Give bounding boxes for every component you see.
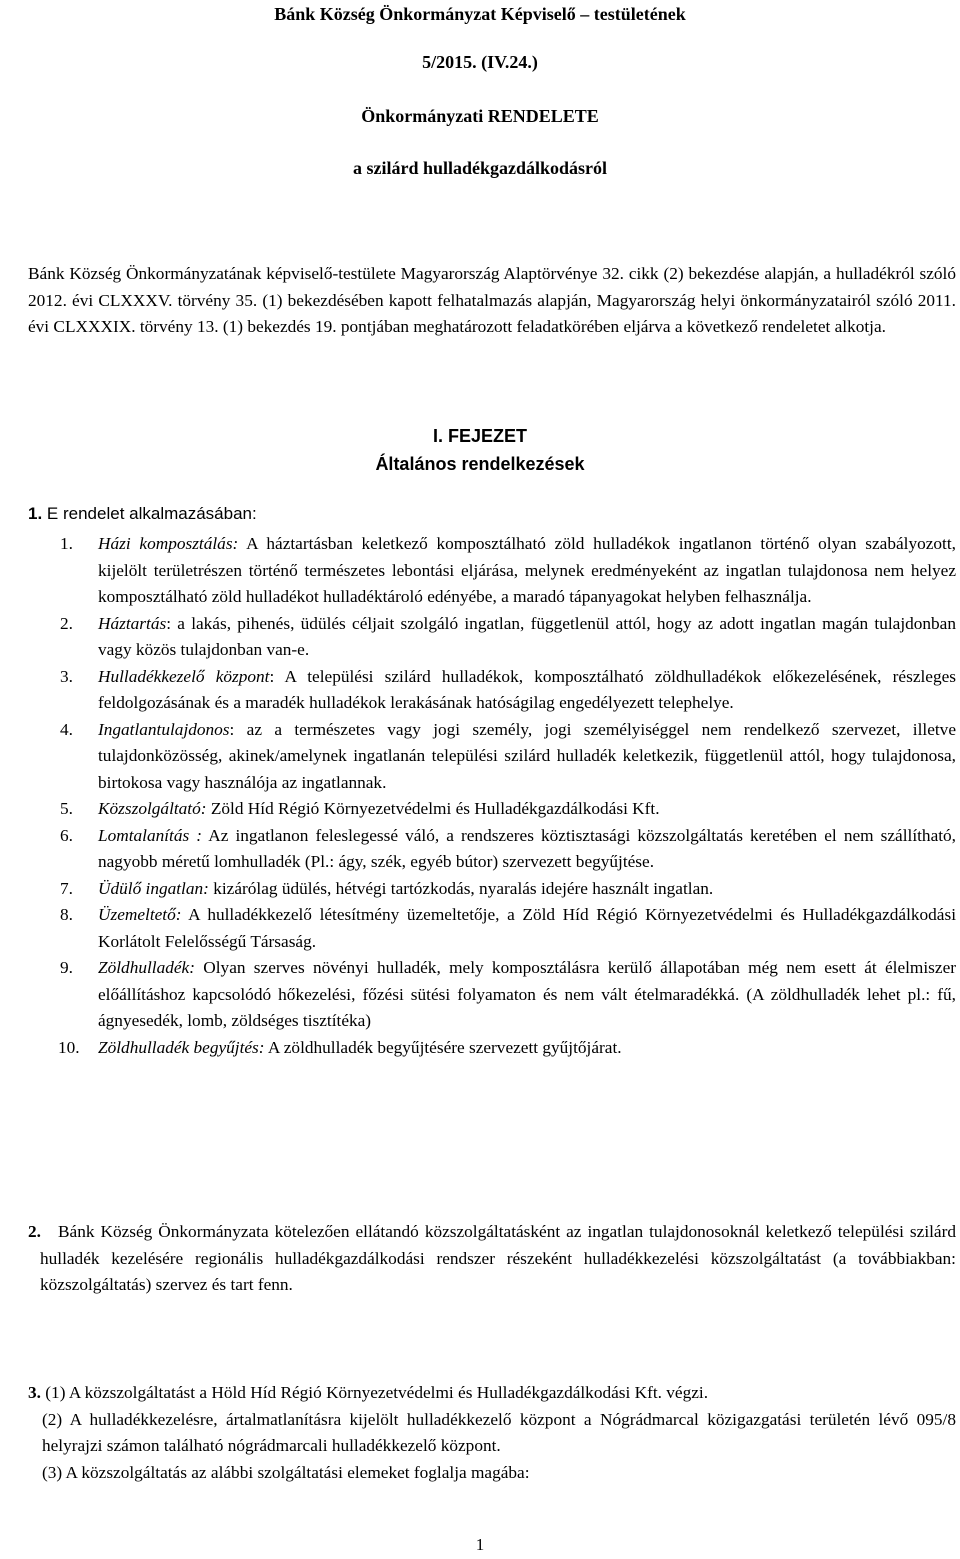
definition-number: 5.	[60, 799, 73, 818]
definition-number: 4.	[60, 719, 73, 739]
definition-term: Üzemeltető:	[98, 905, 182, 924]
decree-subject: a szilárd hulladékgazdálkodásról	[352, 158, 608, 178]
definition-item	[28, 876, 956, 903]
definition-text: Zöld Híd Régió Környezetvédelmi és Hulladékgazdálkodási Kft.	[206, 799, 660, 818]
section-3-paragraph-3: (3) A közszolgáltatás az alábbi szolgáltatási elemeket foglalja magába:	[42, 1462, 530, 1482]
definition-text: Olyan szerves növényi hulladék, mely komposztálásra kerülő állapotában még nem esett át élelmiszer előállításhoz kapcsolódó hőkezelési, főzési sütési folyamaton és nem vált ételmaradékká. (A zöldhulladék lehet pl.: fű, ágnyesedék, lomb, zöldséges tisztítéka)	[98, 958, 956, 1030]
definition-item	[28, 796, 956, 823]
decree-type: Önkormányzati RENDELETE	[361, 106, 599, 126]
definition-item	[28, 717, 956, 797]
section-3-paragraph-2: (2) A hulladékkezelésre, ártalmatlanításra kijelölt hulladékkezelő központ a Nógrádmarcal közigazgatási területén lévő 095/8 helyrajzi számon található nógrádmarcali hulladékkezelő központ.	[42, 1409, 956, 1455]
definition-term: Üdülő ingatlan:	[98, 878, 209, 898]
definition-number: 2.	[60, 613, 73, 633]
decree-number: 5/2015. (IV.24.)	[422, 52, 538, 72]
definition-item	[28, 664, 956, 717]
section-1-heading	[28, 501, 257, 528]
definition-text: : a lakás, pihenés, üdülés céljait szolgáló ingatlan, függetlenül attól, hogy az adott ingatlan magán tulajdonban vagy közös tulajdonban van-e.	[98, 613, 956, 659]
definition-term: Háztartás	[98, 613, 167, 633]
definition-text: kizárólag üdülés, hétvégi tartózkodás, nyaralás idejére használt ingatlan.	[208, 878, 714, 898]
definition-item	[28, 823, 956, 876]
section-3-paragraph-1: (1) A közszolgáltatást a Höld Híd Régió Környezetvédelmi és Hulladékgazdálkodási Kft. végzi.	[45, 1383, 709, 1402]
definition-term: Lomtalanítás :	[98, 825, 203, 845]
section-1-number: 1.	[28, 504, 43, 523]
section-1-intro: E rendelet alkalmazásában:	[46, 504, 257, 523]
definition-term: Házi komposztálás:	[98, 534, 239, 553]
definition-number: 9.	[60, 958, 73, 977]
definition-item	[28, 531, 956, 611]
definition-number: 6.	[60, 825, 73, 845]
definition-number: 7.	[60, 878, 73, 898]
definition-text: A zöldhulladék begyűjtésére szervezett gyűjtőjárat.	[264, 1037, 622, 1057]
section-2-number: 2.	[28, 1222, 41, 1241]
definition-number: 1.	[60, 534, 73, 553]
definition-term: Közszolgáltató:	[98, 799, 207, 818]
page-number: 1	[475, 1535, 485, 1554]
definition-number: 10.	[58, 1037, 80, 1057]
section-2	[28, 1219, 956, 1299]
section-2-text: Bánk Község Önkormányzata kötelezően ellátandó közszolgáltatásként az ingatlan tulajdonosoknál keletkező települési szilárd hulladék kezelésére regionális hulladékgazdálkodási rendszer részeként hulladékkezelési közszolgáltatást (a továbbiakban: közszolgáltatás) szervez és tart fenn.	[40, 1222, 956, 1294]
section-3	[28, 1380, 956, 1486]
chapter-title: Általános rendelkezések	[375, 454, 585, 474]
definition-item	[28, 1035, 956, 1062]
definition-number: 8.	[60, 905, 73, 924]
definition-item	[28, 902, 956, 955]
definitions-list	[28, 531, 956, 1061]
chapter-number: I. FEJEZET	[432, 426, 528, 446]
definition-term: Zöldhulladék:	[98, 958, 195, 977]
council-title: Bánk Község Önkormányzat Képviselő – testületének	[274, 4, 686, 24]
definition-item	[28, 611, 956, 664]
definition-text: : A települési szilárd hulladékok, komposztálható zöldhulladékok előkezelésének, részleges feldolgozásának és a maradék hulladékok lerakásának hatóságilag engedélyezett telephelye.	[98, 666, 956, 712]
definition-term: Hulladékkezelő központ	[98, 666, 270, 686]
definition-number: 3.	[60, 666, 73, 686]
definition-text: : az a természetes vagy jogi személy, jogi személyiséggel nem rendelkező szervezet, illetve tulajdonközösség, akinek/amelynek ingatlanán települési szilárd hulladék keletkezik, függetlenül attól, hogy tulajdonosa, birtokosa vagy használója az ingatlannak.	[98, 719, 956, 792]
definition-term: Zöldhulladék begyűjtés:	[98, 1037, 265, 1057]
definition-text: Az ingatlanon feleslegessé váló, a rendszeres köztisztasági közszolgáltatás keretében el nem szállítható, nagyobb méretű lomhulladék (Pl.: ágy, szék, egyéb bútor) szervezett begyűjtése.	[98, 825, 956, 871]
definition-term: Ingatlantulajdonos	[98, 719, 230, 739]
definition-text: A háztartásban keletkező komposztálható zöld hulladékok ingatlanon történő olyan szabályozott, kijelölt területrészen történő természetes lebontási eljárása, melynek eredményeként az ingatlan tulajdonosa nem helyez komposztálható zöld hulladékot hulladéktároló edényébe, a maradó tápanyagokat helyben felhasználja.	[98, 534, 956, 606]
definition-text: A hulladékkezelő létesítmény üzemeltetője, a Zöld Híd Régió Környezetvédelmi és Hulladékgazdálkodási Korlátolt Felelősségű Társaság.	[98, 905, 956, 951]
definition-item	[28, 955, 956, 1035]
section-3-number: 3.	[28, 1383, 41, 1402]
preamble: Bánk Község Önkormányzatának képviselő-testülete Magyarország Alaptörvénye 32. cikk (2) bekezdése alapján, a hulladékról szóló 2012. évi CLXXXV. törvény 35. (1) bekezdésében kapott felhatalmazás alapján, Magyarország helyi önkormányzatairól szóló 2011. évi CLXXXIX. törvény 13. (1) bekezdés 19. pontjában meghatározott feladatkörében eljárva a következő rendeletet alkotja.	[28, 264, 956, 336]
